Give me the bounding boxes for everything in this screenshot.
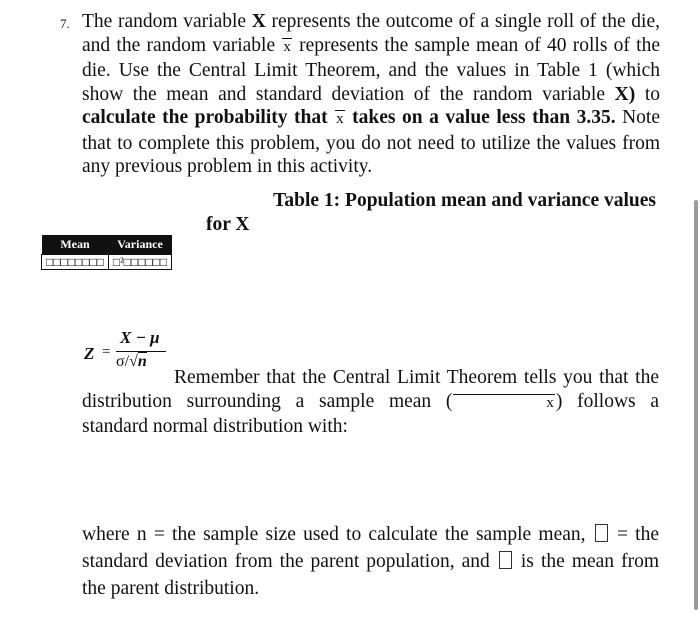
definitions-paragraph [82, 521, 659, 602]
formula-slash: / [124, 353, 130, 370]
variable-x: X [251, 11, 266, 32]
problem-seg1: The random variable [82, 11, 252, 32]
table-caption [206, 189, 656, 237]
variable-x-2: X) [614, 83, 636, 105]
def-text-c: is the mean from the parent distribution. [82, 551, 659, 599]
problem-number: 7. [60, 16, 70, 31]
clt-paragraph-line [82, 366, 659, 439]
missing-mu-glyph [499, 551, 512, 569]
missing-sigma-glyph [595, 524, 608, 542]
def-text-a: where n = the sample size used to calculate the sample mean, [82, 524, 593, 545]
problem-bold1: calculate the probability that [82, 107, 335, 128]
xbar-symbol-2: x [334, 108, 346, 132]
formula-sigma: σ [116, 353, 125, 370]
scrollbar[interactable] [694, 200, 698, 610]
problem-seg5: Note that to complete this problem, you do not need to utilize the values from any previous problem in this activity. [82, 107, 661, 177]
problem-seg4: to [635, 83, 660, 105]
variance-cell: □²□□□□□□ [109, 255, 172, 270]
problem-seg2: represents the outcome of a single roll of the die, and the random variable [82, 11, 660, 56]
formula-z: Z [84, 344, 95, 363]
formula-numerator-text: X − μ [120, 328, 160, 347]
xbar-symbol: x [281, 36, 293, 60]
problem-text [82, 10, 660, 179]
table-caption-line1: Table 1: Population mean and variance values [273, 190, 656, 211]
xbar-symbol-3: x [452, 392, 556, 416]
formula-equals: = [102, 344, 111, 360]
formula-n: n [137, 353, 147, 370]
header-mean: Mean [42, 235, 109, 255]
def-text-b: = the standard deviation from the parent population, and [82, 524, 659, 572]
mean-cell: □□□□□□□□ [42, 255, 109, 270]
population-table [41, 235, 172, 270]
table-caption-line2: for X [206, 214, 250, 235]
formula-sqrt: √ [129, 353, 138, 370]
problem-seg3: represents the sample mean of 40 rolls of the die. Use the Central Limit Theorem, and the values in Table 1 (which show the mean and standard deviation of the random variable [82, 34, 660, 105]
problem-bold2: takes on a value less than 3.35. [345, 107, 616, 128]
formula-numerator [120, 328, 160, 348]
clt-text-a: Remember that the Central Limit Theorem tells you that the distribution surrounding a sample mean ( [82, 367, 659, 412]
clt-text-b: ) follows a standard normal distribution with: [82, 390, 660, 437]
problem-7 [60, 10, 660, 179]
clt-paragraph [82, 366, 659, 439]
header-variance: Variance [109, 235, 172, 255]
